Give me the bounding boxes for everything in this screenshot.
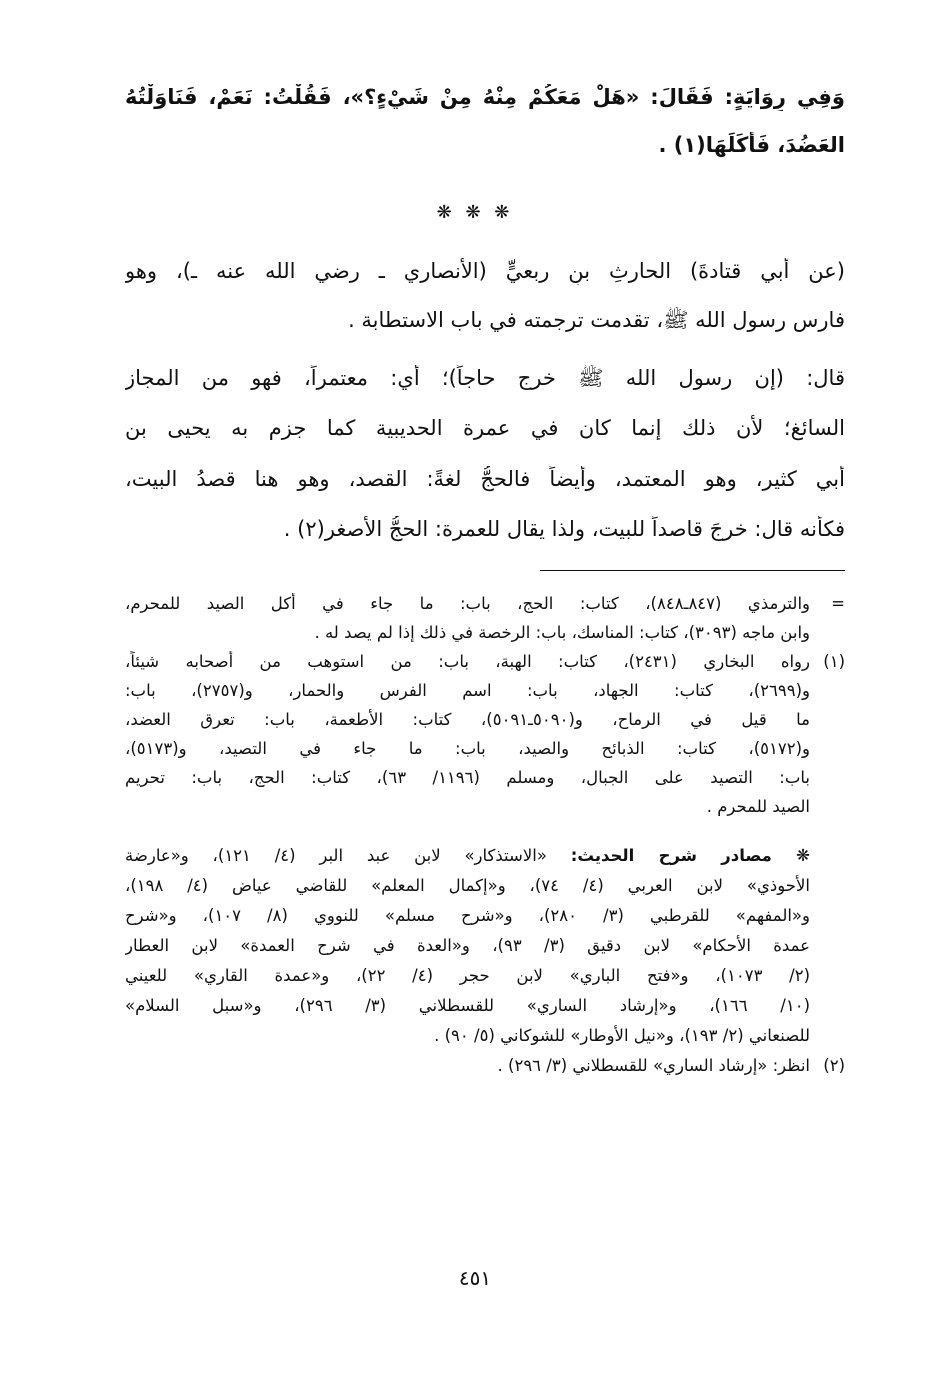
sources-text: «الاستذكار» لابن عبد البر (٤/ ١٢١)، و«عارضة <box>125 846 547 865</box>
footnote-line: (٢/ ١٠٧٣)، و«فتح الباري» لابن حجر (٤/ ٢٢)، و«عمدة القاري» للعيني <box>125 966 810 985</box>
main-line: فارس رسول الله ﷺ، تقدمت ترجمته في باب الاستطابة . <box>348 308 845 332</box>
footnote-line: ما قيل في الرماح، و(٥٠٩٠ـ٥٠٩١)، كتاب: الأطعمة، باب: تعرق العضد، <box>125 710 810 729</box>
footnote-sources-line <box>125 845 810 866</box>
footnote-line: و(٢٦٩٩)، كتاب: الجهاد، باب: اسم الفرس والحمار، و(٢٧٥٧)، باب: <box>125 681 810 700</box>
footnote-1-marker: (١) <box>823 652 845 671</box>
footnote-line: الصيد للمحرم . <box>706 797 810 816</box>
footnote-line: باب: التصيد على الجبال، ومسلم (١١٩٦/ ٦٣)، كتاب: الحج، باب: تحريم <box>125 768 810 787</box>
footnote-line: و«المفهم» للقرطبي (٣/ ٢٨٠)، و«شرح مسلم» للنووي (٨/ ١٠٧)، و«شرح <box>125 906 810 925</box>
footnote-2-marker: (٢) <box>823 1056 845 1075</box>
footnote-line: والترمذي (٨٤٧ـ٨٤٨)، كتاب: الحج، باب: ما جاء في أكل الصيد للمحرم، <box>125 594 810 613</box>
section-separator: ❋ ❋ ❋ <box>436 202 514 223</box>
main-line: العَضُدَ، فَأَكَلَهَا(١) . <box>658 133 845 157</box>
footnote-continuation-marker: = <box>831 594 845 613</box>
page-number: ٤٥١ <box>458 1266 492 1290</box>
footnote-divider <box>540 570 845 571</box>
main-line: فكأنه قال: خرجَ قاصداً للبيت، ولذا يقال للعمرة: الحجُّ الأصغر(٢) . <box>283 517 845 541</box>
main-line: وَفِي رِوَايَةٍ: فَقَالَ: «هَلْ مَعَكُمْ مِنْهُ مِنْ شَيْءٍ؟»، فَقُلْتُ: نَعَمْ، فَنَاوَلْتُهُ <box>125 85 845 109</box>
main-line: أبي كثير، وهو المعتمد، وأيضاً فالحجُّ لغةً: القصد، وهو هنا قصدُ البيت، <box>125 467 845 491</box>
main-line: (عن أبي قتادةَ) الحارثِ بنِ ربعيٍّ (الأنصاري ـ رضي الله عنه ـ)، وهو <box>125 259 845 283</box>
footnote-line: انظر: «إرشاد الساري» للقسطلاني (٣/ ٢٩٦) . <box>497 1056 810 1075</box>
footnote-line: وابن ماجه (٣٠٩٣)، كتاب: المناسك، باب: الرخصة في ذلك إذا لم يصد له . <box>314 623 810 642</box>
main-line: السائغ؛ لأن ذلك إنما كان في عمرة الحديبية كما جزم به يحيى بن <box>125 416 845 440</box>
main-line: قال: (إن رسول الله ﷺ خرج حاجاً)؛ أي: معتمراً، فهو من المجاز <box>125 366 845 390</box>
footnote-line: للصنعاني (٢/ ١٩٣)، و«نيل الأوطار» للشوكاني (٥/ ٩٠) . <box>434 1026 810 1045</box>
footnote-line: الأحوذي» لابن العربي (٤/ ٧٤)، و«إكمال المعلم» للقاضي عياض (٤/ ١٩٨)، <box>125 876 810 895</box>
sources-label: ❋ مصادر شرح الحديث: <box>570 846 810 865</box>
footnote-line: رواه البخاري (٢٤٣١)، كتاب: الهبة، باب: من استوهب من أصحابه شيئاً، <box>125 652 810 671</box>
footnote-line: عمدة الأحكام» لابن دقيق (٣/ ٩٣)، و«العدة في شرح العمدة» لابن العطار <box>125 936 810 955</box>
footnote-line: (١٠/ ١٦٦)، و«إرشاد الساري» للقسطلاني (٣/ ٢٩٦)، و«سبل السلام» <box>125 996 810 1015</box>
footnote-line: و(٥١٧٢)، كتاب: الذبائح والصيد، باب: ما جاء في التصيد، و(٥١٧٣)، <box>125 739 810 758</box>
